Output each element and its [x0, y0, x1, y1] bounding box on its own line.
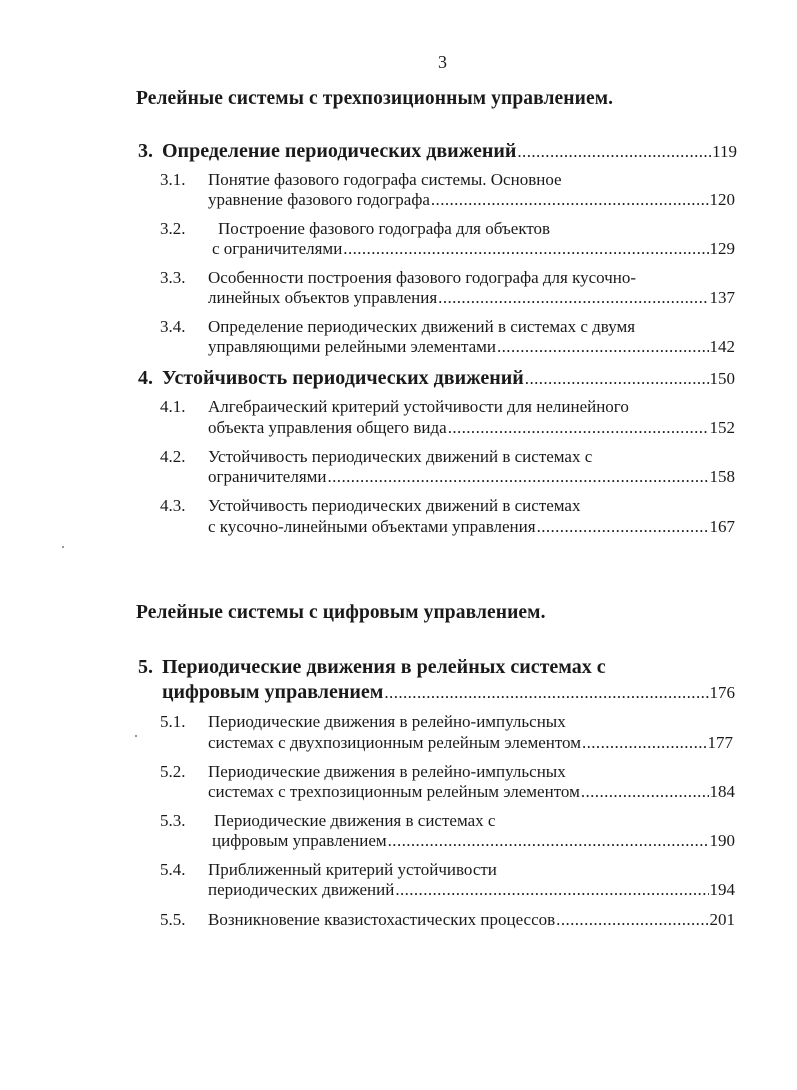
- dot-leader: [388, 831, 709, 851]
- page-number: 3: [438, 52, 447, 72]
- section-title: системах с двухпозиционным релейным элементом: [208, 733, 581, 752]
- page-ref: 176: [709, 683, 735, 702]
- chapter-title: цифровым управлением: [162, 681, 384, 703]
- chapter-number: 3.: [138, 140, 153, 162]
- toc-entry[interactable]: [212, 831, 735, 851]
- dot-leader: [517, 142, 711, 162]
- section-title-line: Устойчивость периодических движений в системах с: [208, 447, 593, 466]
- dot-leader: [431, 190, 709, 210]
- toc-entry[interactable]: [208, 337, 735, 357]
- section-number: 3.2.: [160, 219, 186, 238]
- section-title-line: Периодические движения в системах с: [214, 811, 496, 830]
- part-heading: Релейные системы с трехпозиционным управлением.: [136, 88, 614, 109]
- section-title: цифровым управлением: [212, 831, 387, 850]
- part-heading: Релейные системы с цифровым управлением.: [136, 602, 546, 623]
- section-title-line: Периодические движения в релейно-импульсных: [208, 762, 566, 781]
- section-title: управляющими релейными элементами: [208, 337, 496, 356]
- page-ref: 201: [709, 910, 735, 929]
- section-title-line: Периодические движения в релейно-импульсных: [208, 712, 566, 731]
- dot-leader: [497, 337, 709, 357]
- toc-entry[interactable]: [208, 418, 735, 438]
- dot-leader: [343, 239, 708, 259]
- section-title: уравнение фазового годографа: [208, 190, 430, 209]
- dot-leader: [395, 880, 708, 900]
- toc-entry[interactable]: [208, 190, 735, 210]
- dot-leader: [525, 369, 709, 389]
- page-ref: 190: [709, 831, 735, 850]
- section-number: 4.2.: [160, 447, 186, 466]
- dot-leader: [384, 683, 708, 703]
- page-ref: 194: [709, 880, 735, 899]
- section-title: ограничителями: [208, 467, 327, 486]
- dot-leader: [328, 467, 709, 487]
- section-title-line: Приближенный критерий устойчивости: [208, 860, 497, 879]
- section-title-line: Определение периодических движений в системах с двумя: [208, 317, 636, 336]
- section-title-line: Устойчивость периодических движений в системах: [208, 496, 581, 515]
- page-ref: 152: [709, 418, 735, 437]
- chapter-title-line: Периодические движения в релейных системах с: [162, 656, 606, 678]
- toc-entry[interactable]: [208, 782, 735, 802]
- section-number: 5.5.: [160, 910, 186, 929]
- dot-leader: [556, 910, 708, 930]
- section-number: 5.1.: [160, 712, 186, 731]
- chapter-number: 4.: [138, 367, 153, 389]
- section-number: 5.4.: [160, 860, 186, 879]
- toc-entry[interactable]: [208, 910, 735, 930]
- section-number: 4.1.: [160, 397, 186, 416]
- section-title-line: Особенности построения фазового годографа для кусочно-: [208, 268, 637, 287]
- page-ref: 150: [709, 369, 735, 388]
- toc-entry[interactable]: [208, 467, 735, 487]
- toc-entry[interactable]: [208, 880, 735, 900]
- section-title: линейных объектов управления: [208, 288, 438, 307]
- toc-entry[interactable]: [208, 517, 735, 537]
- dot-leader: [537, 517, 709, 537]
- section-number: 3.3.: [160, 268, 186, 287]
- section-title: системах с трехпозиционным релейным элементом: [208, 782, 580, 801]
- page-ref: 184: [709, 782, 735, 801]
- dot-leader: [438, 288, 708, 308]
- toc-entry[interactable]: [208, 288, 735, 308]
- chapter-title: Устойчивость периодических движений: [162, 367, 524, 389]
- section-number: 5.2.: [160, 762, 186, 781]
- section-number: 3.1.: [160, 170, 186, 189]
- page-ref: 158: [709, 467, 735, 486]
- toc-entry[interactable]: [212, 239, 735, 259]
- page-ref: 177: [707, 733, 733, 752]
- section-title-line: Понятие фазового годографа системы. Основное: [208, 170, 562, 189]
- dot-leader: [581, 782, 709, 802]
- page-ref: 129: [709, 239, 735, 258]
- chapter-number: 5.: [138, 656, 153, 678]
- section-title: Возникновение квазистохастических процессов: [208, 910, 556, 929]
- dot-leader: [582, 733, 707, 753]
- section-number: 5.3.: [160, 811, 186, 830]
- page-ref: 167: [709, 517, 735, 536]
- page-ref: 119: [712, 142, 737, 161]
- page-ref: 142: [709, 337, 735, 356]
- toc-entry[interactable]: [162, 367, 735, 390]
- section-title: с кусочно-линейными объектами управления: [208, 517, 536, 536]
- toc-entry[interactable]: [162, 681, 735, 704]
- toc-entry[interactable]: [208, 733, 733, 753]
- page-ref: 120: [709, 190, 735, 209]
- section-title: периодических движений: [208, 880, 395, 899]
- section-number: 4.3.: [160, 496, 186, 515]
- dot-leader: [448, 418, 709, 438]
- section-title: объекта управления общего вида: [208, 418, 447, 437]
- toc-entry[interactable]: [162, 140, 737, 163]
- section-title-line: Построение фазового годографа для объектов: [218, 219, 551, 238]
- page-ref: 137: [709, 288, 735, 307]
- section-title-line: Алгебраический критерий устойчивости для нелинейного: [208, 397, 629, 416]
- section-title: с ограничителями: [212, 239, 343, 258]
- scan-speck: [135, 735, 137, 737]
- scan-speck: [62, 546, 64, 548]
- section-number: 3.4.: [160, 317, 186, 336]
- chapter-title: Определение периодических движений: [162, 140, 517, 162]
